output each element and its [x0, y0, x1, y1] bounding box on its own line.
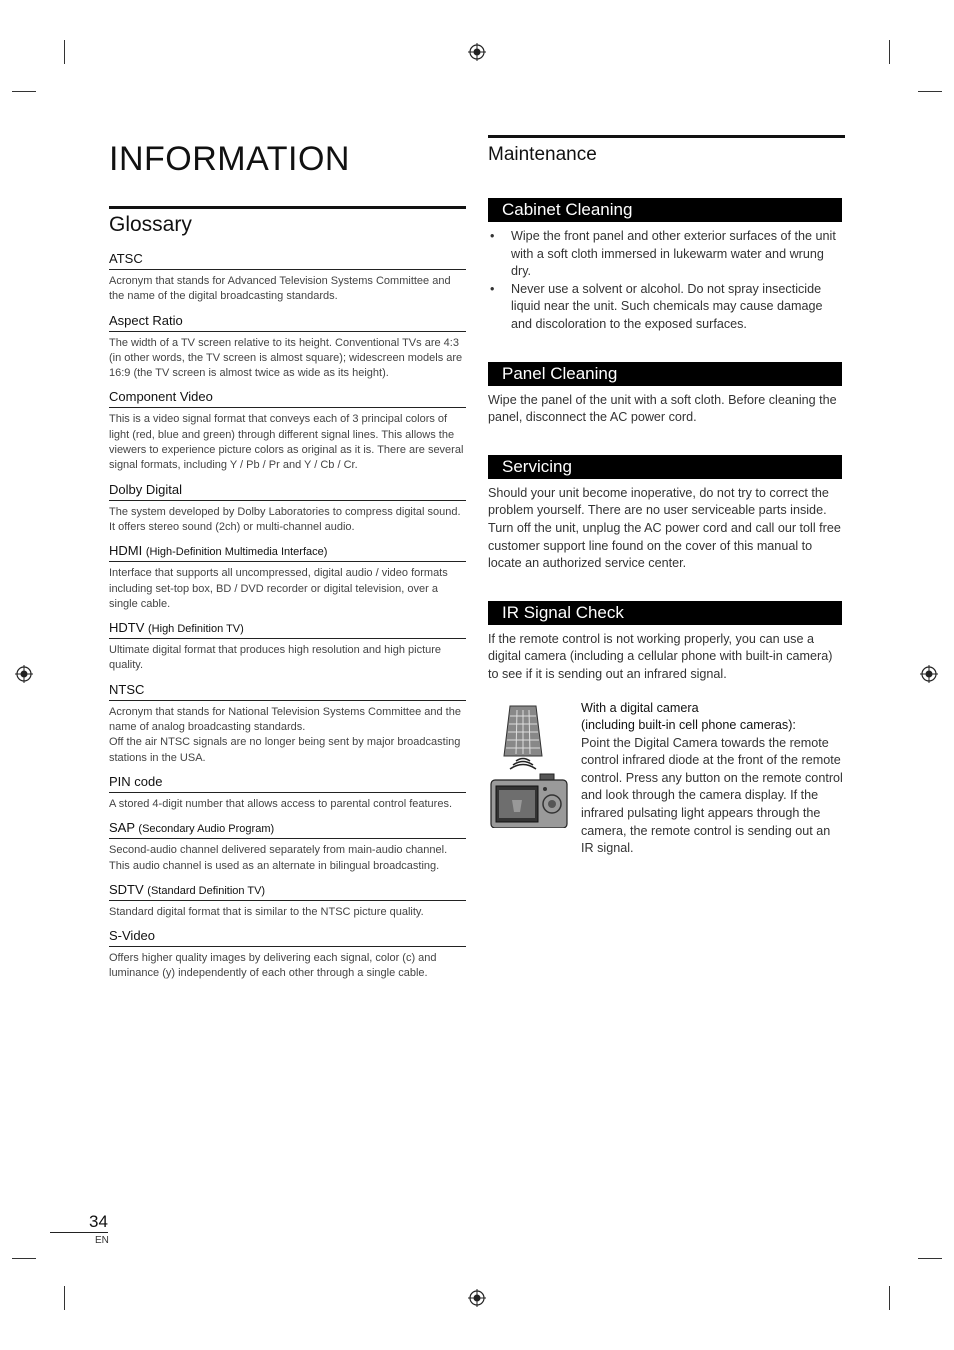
panel-cleaning-heading: Panel Cleaning — [488, 362, 842, 386]
ir-signal-check-text: If the remote control is not working properly, you can use a digital camera (including a cellular phone with built-in camera) to see if it is sending out an infrared signal. — [488, 631, 833, 681]
term-label: HDTV — [109, 620, 145, 636]
term-subtitle: (High-Definition Multimedia Interface) — [145, 546, 328, 559]
page-number: 34 — [89, 1212, 108, 1231]
glossary-definition: Interface that supports all uncompressed, digital audio / video formats including set-top box, BD / DVD recorder or digital television, over a single cable. — [109, 567, 448, 610]
remote-control-icon — [504, 706, 542, 769]
glossary-term — [109, 251, 466, 270]
term-label: SAP — [109, 820, 135, 836]
glossary-list — [109, 251, 466, 982]
maintenance-section — [488, 135, 845, 870]
ir-check-illustration-block — [488, 700, 845, 870]
crop-mark — [889, 40, 890, 64]
crop-mark — [12, 91, 36, 92]
crop-mark — [918, 91, 942, 92]
glossary-term — [109, 620, 466, 639]
term-subtitle: (Standard Definition TV) — [147, 884, 266, 897]
term-label: Dolby Digital — [109, 481, 182, 497]
page-title: INFORMATION — [109, 140, 350, 178]
term-label: HDMI — [109, 543, 143, 559]
panel-cleaning-text: Wipe the panel of the unit with a soft cloth. Before cleaning the panel, disconnect the AC power cord. — [488, 392, 837, 425]
glossary-term — [109, 820, 466, 839]
servicing-heading: Servicing — [488, 455, 842, 479]
list-item: • Never use a solvent or alcohol. Do not spray insecticide liquid near the unit. Such chemicals may cause damage and discoloration to the exposed surfaces. — [488, 281, 845, 334]
term-label: Aspect Ratio — [109, 312, 183, 328]
registration-mark-icon — [920, 665, 938, 683]
term-label: ATSC — [109, 251, 143, 266]
cabinet-cleaning-list — [488, 228, 845, 334]
remote-and-camera-illustration — [490, 704, 570, 828]
crop-mark — [889, 1286, 890, 1310]
ir-signal-check-heading: IR Signal Check — [488, 601, 842, 625]
glossary-term — [109, 482, 466, 501]
glossary-heading: Glossary — [109, 206, 466, 237]
term-label: SDTV — [109, 881, 144, 897]
glossary-definition: The width of a TV screen relative to its height. Conventional TVs are 4:3 (in other words, the TV screen is almost square); widescreen models are 16:9 (the TV screen is almost twice as wide as its height). — [109, 336, 463, 380]
glossary-definition: Standard digital format that is similar to the NTSC picture quality. — [109, 905, 424, 918]
glossary-term — [109, 313, 466, 332]
term-label: NTSC — [109, 681, 145, 697]
crop-mark — [12, 1258, 36, 1259]
term-subtitle: (Secondary Audio Program) — [138, 823, 275, 836]
glossary-definition: Second-audio channel delivered separately from main-audio channel. This audio channel is used as an alternate in bilingual broadcasting. — [109, 844, 448, 872]
registration-mark-icon — [468, 43, 486, 61]
crop-mark — [64, 40, 65, 64]
ir-caption-line: (including built-in cell phone cameras): — [581, 718, 796, 733]
registration-mark-icon — [468, 1289, 486, 1307]
list-item: • Wipe the front panel and other exterior surfaces of the unit with a soft cloth immersed in lukewarm water and wrung dry. — [488, 228, 845, 281]
glossary-definition: Ultimate digital format that produces high resolution and high picture quality. — [109, 644, 442, 672]
glossary-term — [109, 543, 466, 562]
glossary-term — [109, 882, 466, 901]
crop-mark — [64, 1286, 65, 1310]
glossary-definition: Acronym that stands for Advanced Television Systems Committee and the name of the digital broadcasting standards. — [109, 275, 451, 303]
term-subtitle: (High Definition TV) — [148, 623, 244, 636]
footer-divider — [50, 1232, 108, 1233]
term-label: PIN code — [109, 773, 163, 789]
glossary-definition: A stored 4-digit number that allows access to parental control features. — [109, 797, 453, 810]
glossary-term — [109, 774, 466, 793]
ir-caption-line: With a digital camera — [581, 700, 699, 715]
glossary-definition: Acronym that stands for National Television Systems Committee and the name of analog broadcasting standards. Off the air NTSC signals are no longer being sent by major broadcasting stations in the USA. — [109, 705, 461, 764]
ir-instructions-text: Point the Digital Camera towards the remote control infrared diode at the front of the remote control. Press any button on the remote control and look through the camera display. If the infrared pulsating light appears through the camera, the remote control is sending out an IR signal. — [581, 735, 843, 856]
cabinet-cleaning-heading: Cabinet Cleaning — [488, 198, 842, 222]
ir-check-instructions — [581, 700, 845, 858]
glossary-definition: This is a video signal format that conveys each of 3 principal colors of light (red, blue and green) through different signal lines. This allows the viewers to experience picture colors as original as it is. There are several signal formats, including Y / Pb / Pr and Y / Cb / Cr. — [109, 413, 464, 472]
term-label: S-Video — [109, 928, 156, 944]
registration-mark-icon — [15, 665, 33, 683]
glossary-term — [109, 682, 466, 701]
glossary-term — [109, 389, 466, 408]
crop-mark — [918, 1258, 942, 1259]
term-label: Component Video — [109, 389, 213, 405]
glossary-section — [109, 206, 466, 990]
glossary-definition: Offers higher quality images by delivering each signal, color (c) and luminance (y) independently of each other through a single cable. — [109, 952, 437, 980]
servicing-text: Should your unit become inoperative, do not try to correct the problem yourself. There are no user serviceable parts inside. Turn off the unit, unplug the AC power cord and call our toll free customer support line found on the cover of this manual to locate an authorized service center. — [488, 485, 841, 571]
language-code: EN — [95, 1235, 109, 1246]
glossary-definition: The system developed by Dolby Laboratories to compress digital sound. It offers stereo sound (2ch) or multi-channel audio. — [109, 505, 461, 533]
maintenance-heading: Maintenance — [488, 135, 845, 166]
camera-icon — [491, 774, 567, 828]
glossary-term — [109, 928, 466, 947]
